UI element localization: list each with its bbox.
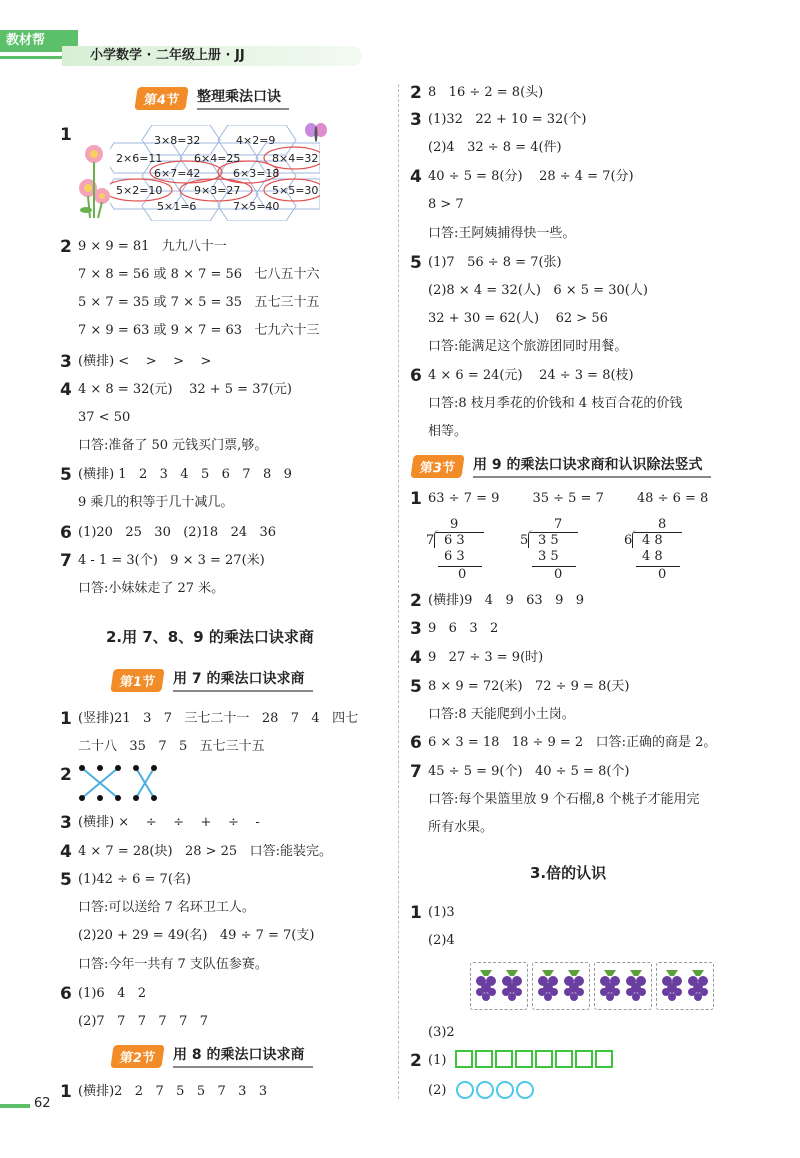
hex-cell: 6×4=25 (194, 152, 241, 165)
division-dividend: 6 3 (444, 533, 465, 548)
answer-line: (2)4 32 ÷ 8 = 4(件) (428, 140, 562, 155)
question-number: 1 (60, 1082, 72, 1102)
question-number: 6 (410, 366, 422, 386)
hex-cell: 6×7=42 (154, 167, 201, 180)
hex-cell: 4×2=9 (236, 134, 276, 147)
long-division (520, 516, 584, 584)
grape-icon (598, 966, 622, 1004)
page-number-bar (0, 1104, 30, 1108)
answer-line: (竖排)21 3 7 三七二十一 28 7 4 四七 (78, 711, 359, 726)
grape-icon (536, 966, 560, 1004)
answer-line: 32 + 30 = 62(人) 62 > 56 (428, 311, 608, 326)
question-number: 1 (410, 489, 422, 509)
section-badge: 第1节 (110, 669, 164, 692)
answer-line: (1)20 25 30 (2)18 24 36 (78, 525, 277, 540)
grape-icon (686, 966, 710, 1004)
answer-line: (横排)2 2 7 5 5 7 3 3 (78, 1084, 268, 1099)
question-number: 6 (60, 523, 72, 543)
answer-line: 口答:小妹妹走了 27 米。 (78, 581, 225, 596)
answer-line: 4 × 7 = 28(块) 28 > 25 口答:能装完。 (78, 844, 332, 859)
question-number: 3 (60, 813, 72, 833)
answer-line: 4 - 1 = 3(个) 9 × 3 = 27(米) (78, 553, 265, 568)
answer-line: (1)3 (428, 905, 455, 920)
answer-line: 63 ÷ 7 = 9 35 ÷ 5 = 7 48 ÷ 6 = 8 (428, 491, 709, 506)
division-dividend: 4 8 (642, 533, 663, 548)
grape-group (532, 962, 590, 1010)
answer-line: 口答:每个果篮里放 9 个石榴,8 个桃子才能用完 (428, 792, 700, 807)
question-number: 6 (410, 733, 422, 753)
hex-cell: 3×8=32 (154, 134, 201, 147)
division-product: 6 3 (444, 549, 465, 564)
section-badge: 第4节 (134, 87, 188, 110)
division-dividend: 3 5 (538, 533, 559, 548)
answer-line: 口答:王阿姨捕得快一些。 (428, 226, 576, 241)
section-title: 用 8 的乘法口诀求商 (173, 1044, 313, 1068)
question-number: 5 (410, 677, 422, 697)
grape-icon (624, 966, 648, 1004)
division-quotient: 8 (658, 517, 667, 532)
division-bracket (434, 530, 439, 548)
answer-line: 7 × 9 = 63 或 9 × 7 = 63 七九六十三 (78, 323, 320, 338)
section-2-header (112, 1044, 313, 1068)
section-badge: 第2节 (110, 1045, 164, 1068)
answer-line: (1)42 ÷ 6 = 7(名) (78, 872, 191, 887)
section-title: 用 7 的乘法口诀求商 (173, 668, 313, 692)
hex-cell: 5×1=6 (157, 200, 197, 213)
answer-line: 6 × 3 = 18 18 ÷ 9 = 2 口答:正确的商是 2。 (428, 735, 717, 750)
green-squares (454, 1049, 614, 1071)
section-3-header (412, 454, 711, 478)
answer-line: 8 16 ÷ 2 = 8(头) (428, 85, 544, 100)
answer-line: (1)7 56 ÷ 8 = 7(张) (428, 255, 562, 270)
answer-line: 8 > 7 (428, 197, 464, 212)
header-line (0, 56, 62, 59)
honeycomb-grid (110, 125, 320, 221)
hex-cell: 5×2=10 (116, 184, 163, 197)
answer-line: (横排)9 4 9 63 9 9 (428, 593, 585, 608)
grape-group (594, 962, 652, 1010)
hex-cell: 6×3=18 (233, 167, 280, 180)
grape-group (470, 962, 528, 1010)
answer-line: 9 6 3 2 (428, 621, 499, 636)
cyan-circles (454, 1079, 538, 1101)
question-number: 4 (410, 648, 422, 668)
answer-line: 口答:可以送给 7 名环卫工人。 (78, 900, 255, 915)
grape-group (656, 962, 714, 1010)
division-bracket (632, 530, 637, 548)
hex-cell: 7×5=40 (233, 200, 280, 213)
question-number: 2 (410, 1051, 422, 1071)
answer-line: 相等。 (428, 424, 468, 439)
hex-cell: 8×4=32 (272, 152, 319, 165)
grape-icon (500, 966, 524, 1004)
question-number: 6 (60, 984, 72, 1004)
answer-line: 口答:8 天能爬到小土岗。 (428, 707, 575, 722)
answer-line: 7 × 8 = 56 或 8 × 7 = 56 七八五十六 (78, 267, 320, 282)
division-product: 4 8 (642, 549, 663, 564)
division-quotient: 7 (554, 517, 563, 532)
long-division (624, 516, 688, 584)
answer-line: (1)6 4 2 (78, 986, 147, 1001)
answer-line: (2)4 (428, 933, 455, 948)
answer-line: 9 乘几的积等于几十减几。 (78, 495, 234, 510)
question-number: 3 (410, 110, 422, 130)
section-4-header (136, 86, 289, 110)
hex-cell: 2×6=11 (116, 152, 163, 165)
answer-line: (横排) < > > > (78, 354, 212, 369)
answer-line: 所有水果。 (428, 820, 494, 835)
matching-lines-diagram (76, 762, 166, 804)
question-number: 1 (410, 903, 422, 923)
question-number: 7 (410, 762, 422, 782)
grape-icon (562, 966, 586, 1004)
question-number: 4 (60, 380, 72, 400)
answer-line: 45 ÷ 5 = 9(个) 40 ÷ 5 = 8(个) (428, 764, 630, 779)
division-product: 3 5 (538, 549, 559, 564)
question-number: 2 (410, 591, 422, 611)
division-remainder: 0 (554, 567, 563, 582)
answer-line: 口答:今年一共有 7 支队伍参赛。 (78, 957, 268, 972)
division-divisor: 5 (520, 533, 529, 548)
answer-line: 9 × 9 = 81 九九八十一 (78, 239, 227, 254)
question-number: 5 (60, 870, 72, 890)
answer-line: (2) (428, 1083, 447, 1098)
hex-cell: 9×3=27 (194, 184, 241, 197)
answer-line: 40 ÷ 5 = 8(分) 28 ÷ 4 = 7(分) (428, 169, 634, 184)
question-number: 4 (410, 167, 422, 187)
answer-line: 二十八 35 7 5 五七三十五 (78, 739, 265, 754)
answer-line: (横排) × ÷ ÷ + ÷ - (78, 815, 260, 830)
question-number: 2 (410, 83, 422, 103)
hex-cell: 5×5=30 (272, 184, 319, 197)
question-number: 7 (60, 551, 72, 571)
question-number: 2 (60, 237, 72, 257)
page-number: 62 (34, 1096, 51, 1111)
answer-line: 口答:能满足这个旅游团同时用餐。 (428, 339, 628, 354)
division-bracket (528, 530, 533, 548)
answer-line: 9 27 ÷ 3 = 9(时) (428, 650, 544, 665)
section-title: 用 9 的乘法口诀求商和认识除法竖式 (473, 454, 711, 478)
division-remainder: 0 (458, 567, 467, 582)
answer-line: (2)7 7 7 7 7 7 (78, 1014, 209, 1029)
division-divisor: 6 (624, 533, 633, 548)
long-division (426, 516, 490, 584)
question-number: 3 (60, 352, 72, 372)
header-title: 小学数学 · 二年级上册 · JJ (62, 46, 362, 66)
answer-line: 5 × 7 = 35 或 7 × 5 = 35 五七三十五 (78, 295, 320, 310)
answer-line: 37 < 50 (78, 410, 131, 425)
question-number: 1 (60, 125, 72, 145)
question-number: 5 (410, 253, 422, 273)
chapter-title: 2.用 7、8、9 的乘法口诀求商 (106, 628, 314, 646)
section-title: 整理乘法口诀 (197, 86, 289, 110)
division-quotient: 9 (450, 517, 459, 532)
answer-line: (2)20 + 29 = 49(名) 49 ÷ 7 = 7(支) (78, 928, 315, 943)
grape-icon (474, 966, 498, 1004)
answer-line: (2)8 × 4 = 32(人) 6 × 5 = 30(人) (428, 283, 648, 298)
answer-line: 8 × 9 = 72(米) 72 ÷ 9 = 8(天) (428, 679, 630, 694)
answer-line: (1) (428, 1053, 447, 1068)
question-number: 5 (60, 465, 72, 485)
question-number: 3 (410, 619, 422, 639)
answer-line: 4 × 8 = 32(元) 32 + 5 = 37(元) (78, 382, 292, 397)
answer-line: 口答:准备了 50 元钱买门票,够。 (78, 438, 268, 453)
header-tag: 教材帮 (0, 30, 78, 52)
grape-groups (470, 962, 696, 1010)
chapter-title: 3.倍的认识 (530, 864, 607, 882)
division-remainder: 0 (658, 567, 667, 582)
question-number: 4 (60, 842, 72, 862)
section-1-header (112, 668, 313, 692)
section-badge: 第3节 (410, 455, 464, 478)
division-divisor: 7 (426, 533, 435, 548)
answer-line: 口答:8 枝月季花的价钱和 4 枝百合花的价钱 (428, 396, 683, 411)
answer-line: (3)2 (428, 1025, 455, 1040)
answer-line: (横排) 1 2 3 4 5 6 7 8 9 (78, 467, 292, 482)
question-number: 2 (60, 765, 72, 785)
question-number: 1 (60, 709, 72, 729)
answer-line: (1)32 22 + 10 = 32(个) (428, 112, 587, 127)
answer-line: 4 × 6 = 24(元) 24 ÷ 3 = 8(枝) (428, 368, 634, 383)
column-divider (398, 84, 399, 1099)
grape-icon (660, 966, 684, 1004)
